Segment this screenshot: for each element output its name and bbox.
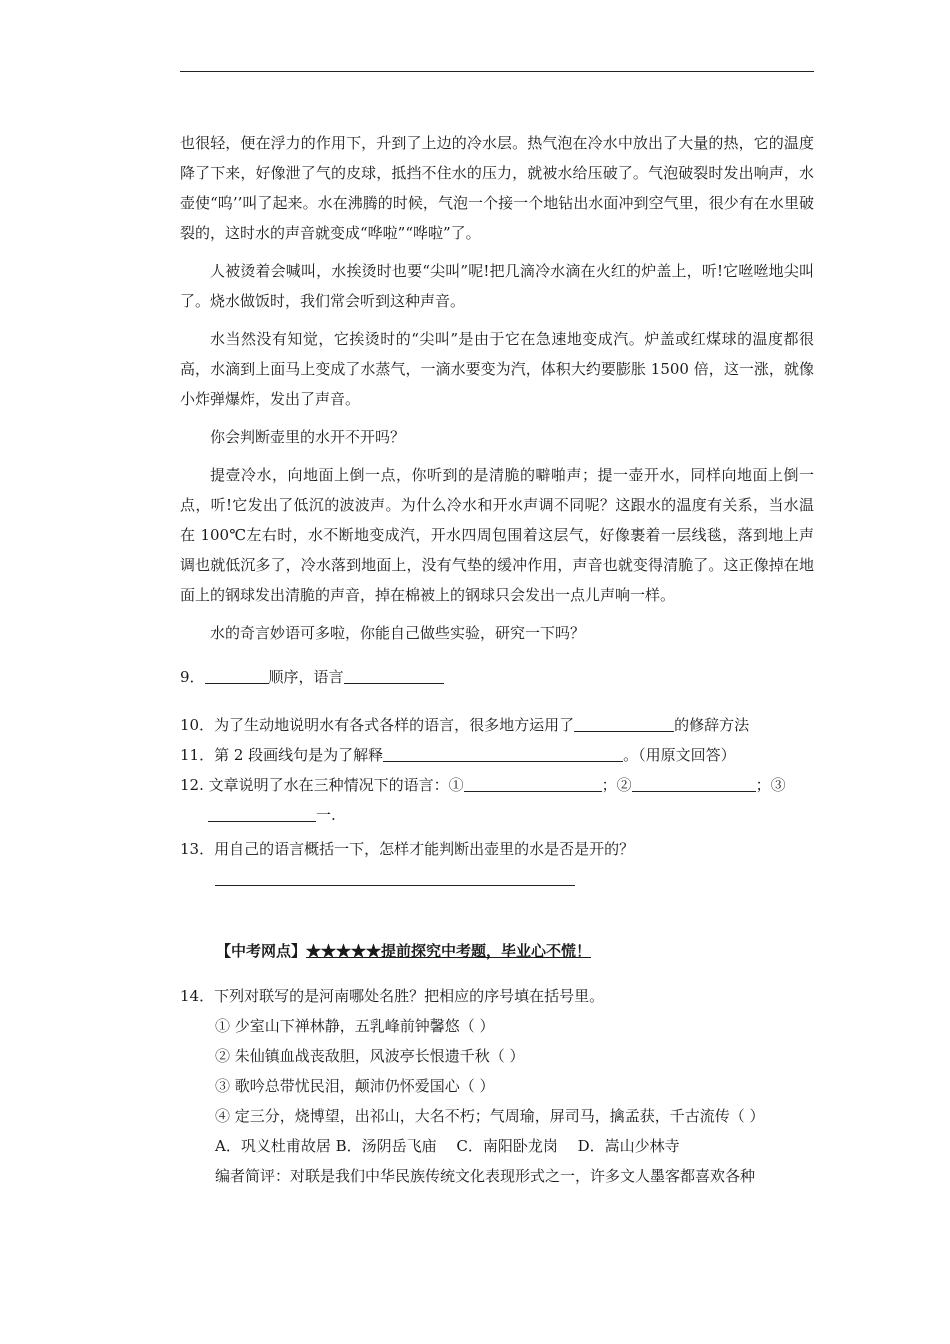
paragraph-4: 你会判断壶里的水开不开吗？ [210,428,406,446]
document-body [180,128,814,1191]
question-14-stem: 14．下列对联写的是河南哪处名胜？把相应的序号填在括号里。 [180,987,605,1005]
question-11-text: 11．第 2 段画线句是为了解释 [180,746,384,764]
question-9-number: 9． [180,668,205,686]
question-12-blank-2[interactable] [632,775,756,792]
paragraph-1: 也很轻，便在浮力的作用下，升到了上边的冷水层。热气泡在冷水中放出了大量的热，它的温度降了下来，好像泄了气的皮球，抵挡不住水的压力，就被水给压破了。气泡破裂时发出响声，水壶使“呜’’叫了起来。水在沸腾的时候，气泡一个接一个地钻出水面冲到空气里，很少有在水里破裂的，这时水的声音就变成“哗啦”“哗啦”了。 [180,134,814,242]
question-9-mid: 顺序，语言 [268,668,344,686]
couplet-item-1: ① 少室山下禅林静，五乳峰前钟馨悠（ ） [215,1017,495,1035]
question-11-blank[interactable] [383,745,623,762]
question-12-blank-3[interactable] [208,805,316,822]
question-14-options: A．巩义杜甫故居 B．汤阴岳飞庙 C．南阳卧龙岗 D．嵩山少林寺 [215,1137,680,1155]
header-rule [180,71,814,72]
question-12-blank-1[interactable] [464,775,602,792]
question-10 [180,710,814,740]
couplet-item-2: ② 朱仙镇血战丧敌胆，风波亭长恨遗千秋（ ） [215,1047,525,1065]
question-10-tail: 的修辞方法 [674,716,750,734]
question-12-sep-1: ；② [601,776,632,794]
question-13 [180,834,814,864]
question-9 [180,662,814,692]
question-10-text: 10．为了生动地说明水有各式各样的语言，很多地方运用了 [180,716,575,734]
question-12 [180,770,814,800]
paragraph-6: 水的奇言妙语可多啦，你能自己做些实验，研究一下吗？ [210,624,586,642]
question-13-answer-line [180,864,814,894]
question-11 [180,740,814,770]
zhongkao-slogan: ★★★★★提前探究中考题，毕业心不慌！ [306,942,592,960]
editor-comment: 编者简评：对联是我们中华民族传统文化表现形式之一，许多文人墨客都喜欢各种 [215,1167,756,1185]
question-9-blank-2[interactable] [344,667,444,684]
question-13-text: 13．用自己的语言概括一下，怎样才能判断出壶里的水是否是开的？ [180,840,635,858]
zhongkao-heading [180,936,814,966]
paragraph-5: 提壹冷水，向地面上倒一点，你听到的是清脆的噼啪声；提一壶开水，同样向地面上倒一点，听!它发出了低沉的波波声。为什么冷水和开水声调不同呢？这跟水的温度有关系，当水温在 100℃左右时，水不断地变成汽，开水四周包围着这层气，好像裹着一层线毯，落到地上声调也就低沉多了，冷水落到地面上，没有气垫的缓冲作用，声音也就变得清脆了。这正像掉在地面上的钢球发出清脆的声音，掉在棉被上的钢球只会发出一点儿声响一样。 [180,466,814,604]
question-12-sep-2: ；③ [755,776,786,794]
paragraph-2: 人被烫着会喊叫，水挨烫时也要“尖叫”呢!把几滴冷水滴在火红的炉盖上，听!它咝咝地尖叫了。烧水做饭时，我们常会听到这种声音。 [180,262,814,310]
question-13-blank[interactable] [215,869,575,886]
question-10-blank[interactable] [574,715,674,732]
question-9-blank-1[interactable] [205,667,269,684]
couplet-item-3: ③ 歌吟总带忧民泪，颠沛仍怀爱国心（ ） [215,1077,495,1095]
question-12-continued [180,800,814,830]
couplet-item-4: ④ 定三分，烧博望，出祁山，大名不朽；气周瑜，屏司马，擒孟获，千古流传（ ） [215,1107,765,1125]
question-11-tail: 。（用原文回答） [623,746,736,764]
zhongkao-tag: 【中考网点】 [216,942,307,960]
paragraph-3: 水当然没有知觉，它挨烫时的“尖叫”是由于它在急速地变成汽。炉盖或红煤球的温度都很高，水滴到上面马上变成了水蒸气，一滴水要变为汽，体积大约要膨胀 1500 倍，这一涨，就像小炸弹爆炸，发出了声音。 [180,330,814,408]
question-12-end: 一. [316,806,336,824]
question-12-text: 12. 文章说明了水在三种情况下的语言：① [180,776,464,794]
